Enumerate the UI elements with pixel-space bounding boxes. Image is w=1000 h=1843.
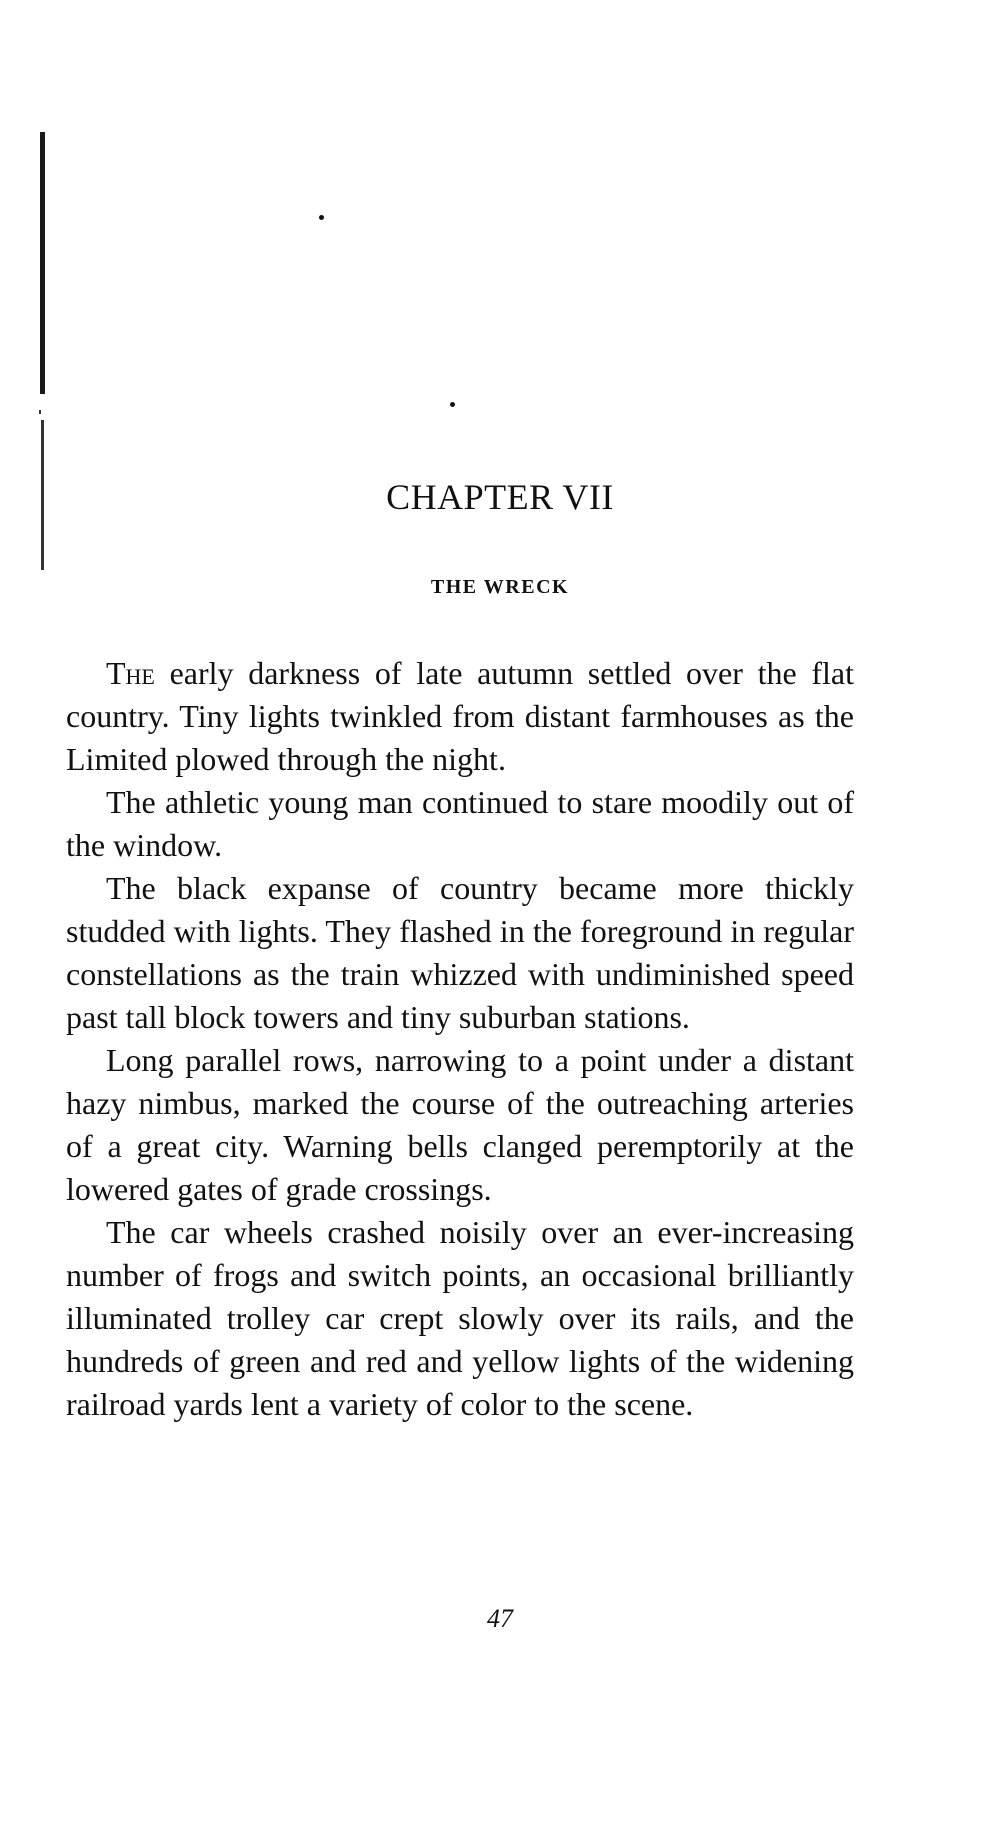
body-text	[66, 652, 854, 1426]
scan-edge-mark	[39, 410, 41, 414]
ink-speck	[450, 402, 455, 407]
page-number: 47	[487, 1604, 513, 1633]
paragraph: The athletic young man continued to stare moodily out of the window.	[66, 784, 854, 863]
paragraph	[66, 652, 854, 781]
paragraph-text: early darkness of late autumn settled over the flat country. Tiny lights twinkled from distant farmhouses as the Limited plowed through the night.	[66, 655, 854, 777]
ink-speck	[319, 215, 324, 220]
paragraph: Long parallel rows, narrowing to a point under a distant hazy nimbus, marked the course of the outreaching arteries of a great city. Warning bells clanged peremptorily at the lowered gates of grade crossings.	[66, 1042, 854, 1207]
scan-edge-mark	[40, 132, 45, 394]
paragraph: The black expanse of country became more thickly studded with lights. They flashed in the foreground in regular constellations as the train whizzed with undiminished speed past tall block towers and tiny suburban stations.	[66, 870, 854, 1035]
chapter-title: THE WRECK	[430, 576, 570, 598]
paragraph: The car wheels crashed noisily over an ever-increasing number of frogs and switch points, an occasional brilliantly illuminated trolley car crept slowly over its rails, and the hundreds of green and red and yellow lights of the widening railroad yards lent a variety of color to the scene.	[66, 1214, 854, 1422]
chapter-heading: CHAPTER VII	[386, 477, 614, 517]
paragraph-lead-word: The	[106, 655, 155, 691]
